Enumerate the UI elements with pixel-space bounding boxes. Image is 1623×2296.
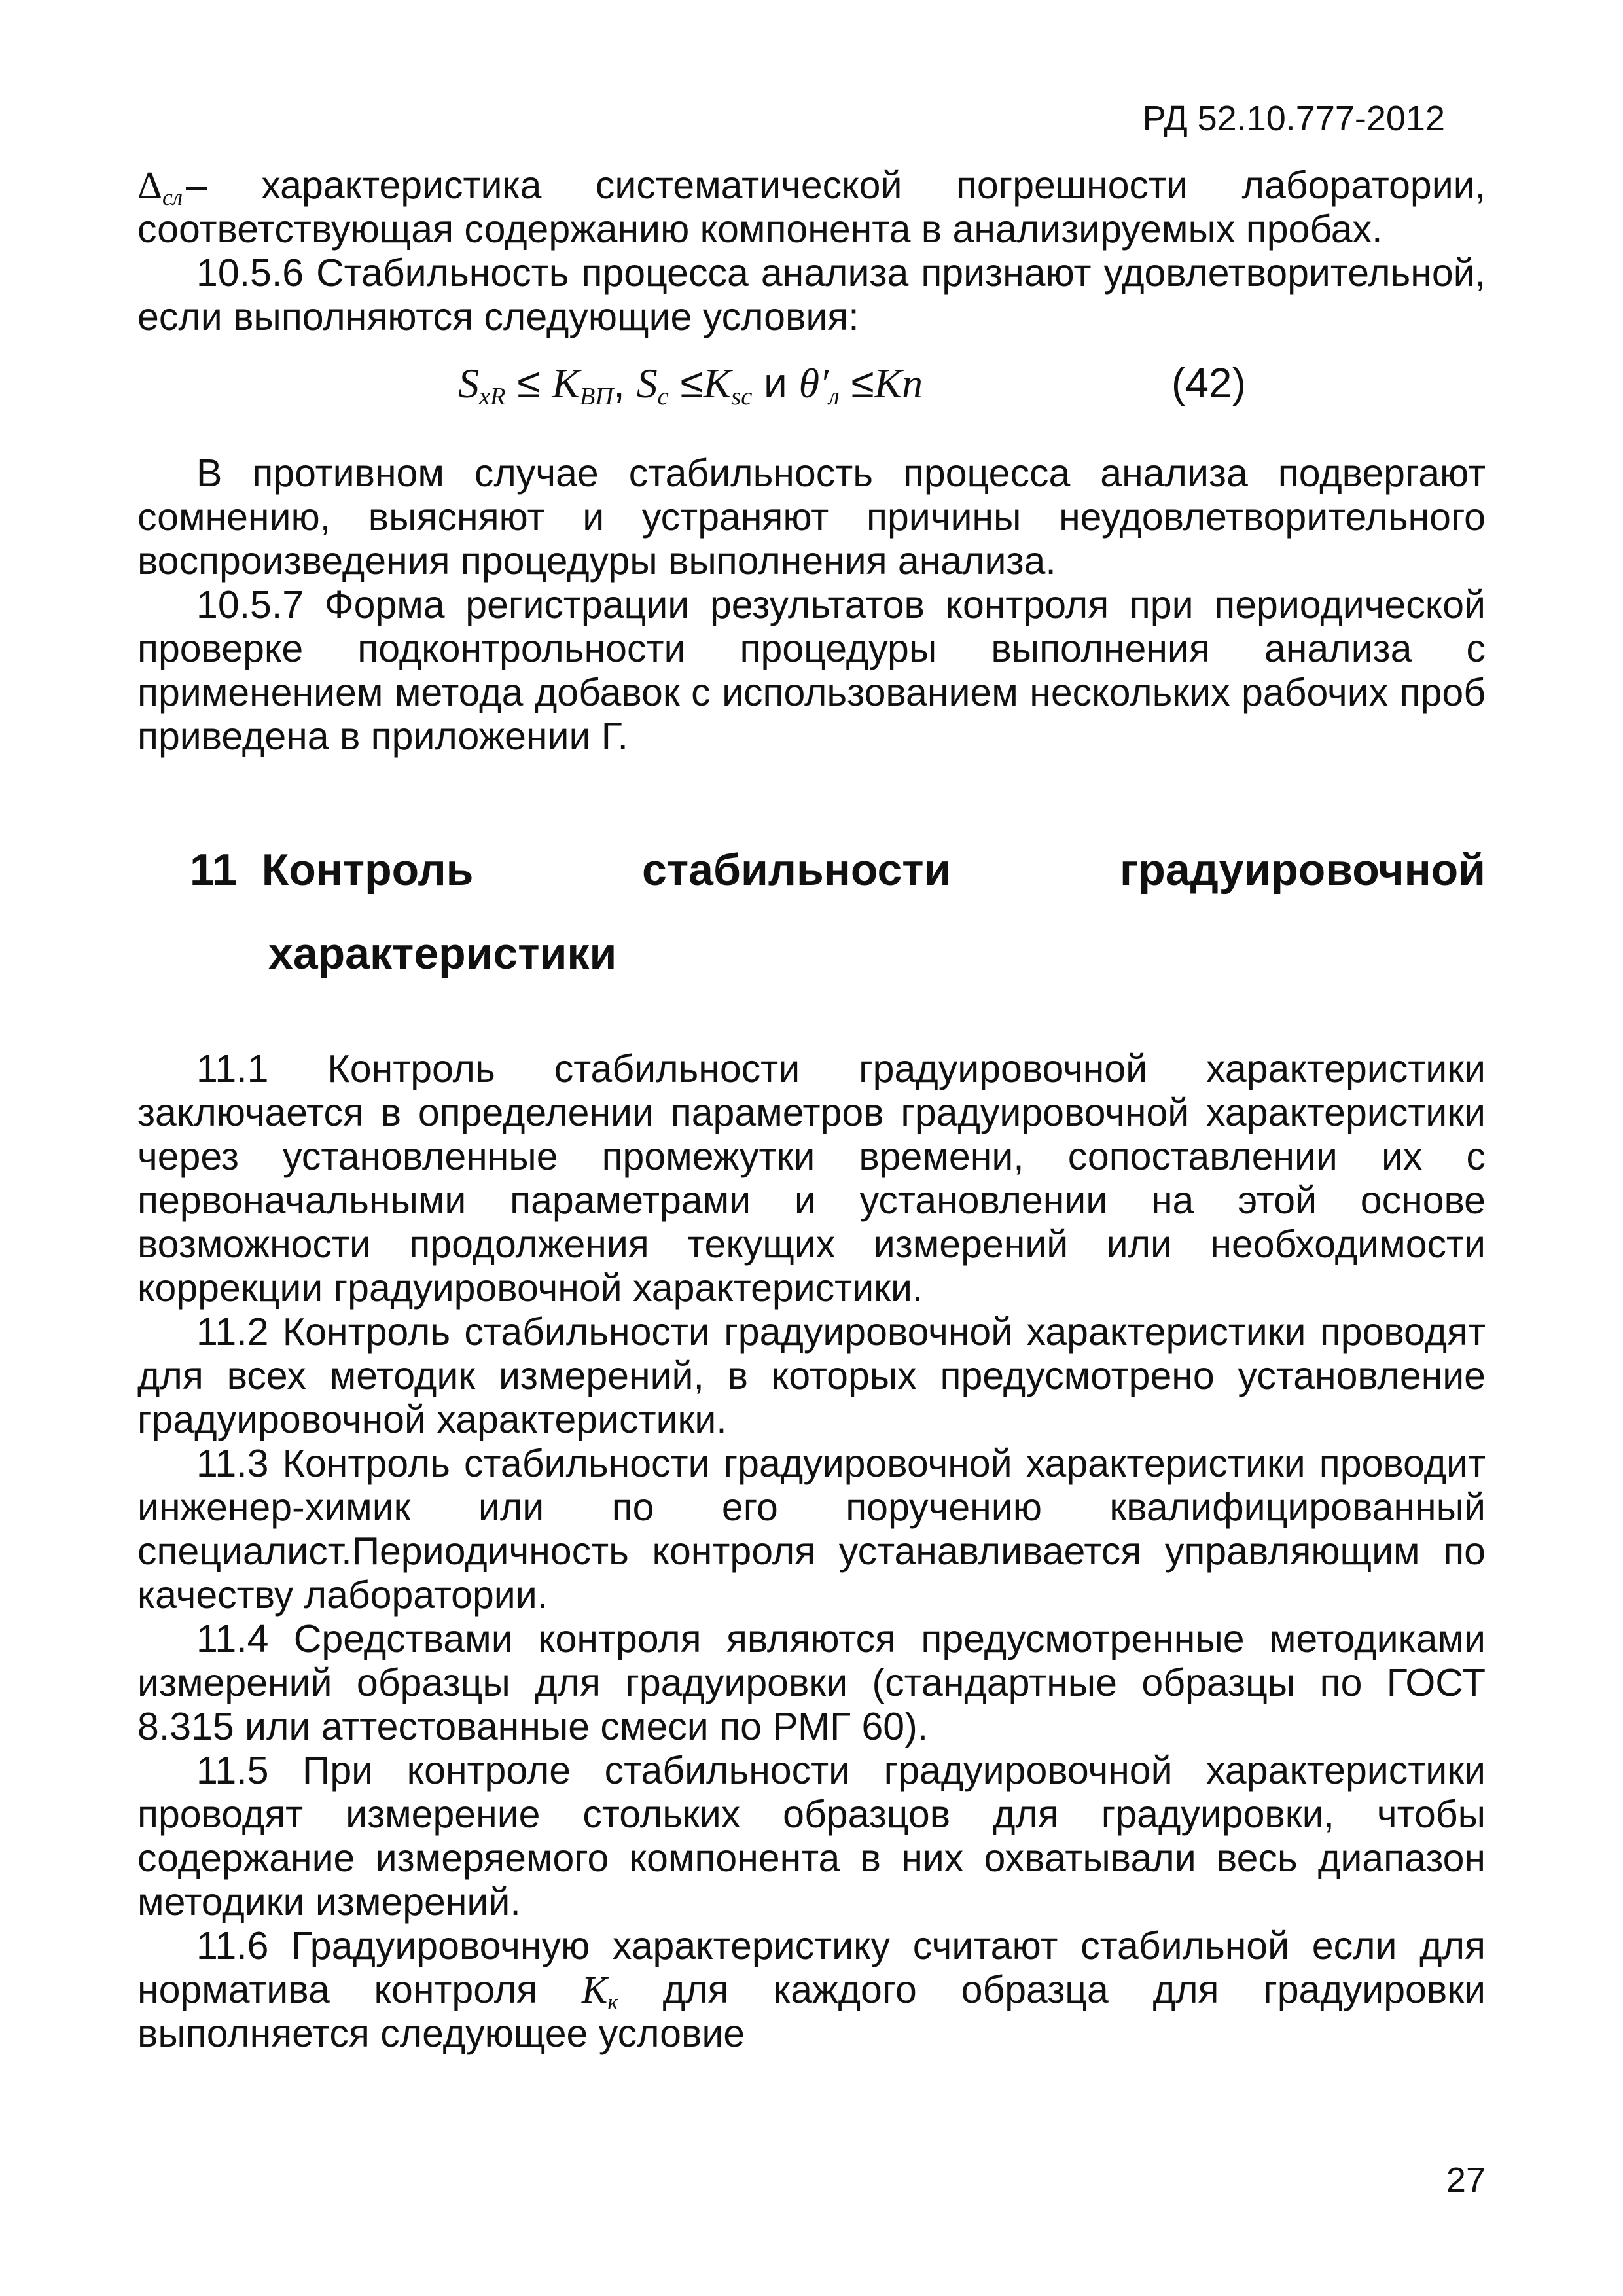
formula-sub: c: [657, 382, 669, 410]
paragraph-10-5-6: 10.5.6 Стабильность процесса анализа признают удовлетворительной, если выполняются следующие условия:: [137, 251, 1486, 338]
delta-symbol: Δ: [137, 164, 162, 207]
delta-subscript: сл: [162, 183, 183, 210]
formula-s-xr: S: [458, 360, 479, 406]
formula-op: ≤: [668, 359, 704, 406]
formula-k-vp: K: [552, 360, 580, 406]
formula-theta: θ′: [798, 360, 829, 406]
paragraph-11-2: 11.2 Контроль стабильности градуировочной характеристики проводят для всех методик измерений, в которых предусмотрено установление градуировочной характеристики.: [137, 1310, 1486, 1441]
delta-definition: [137, 164, 1486, 251]
section-heading-part1: 11 Контроль: [190, 845, 474, 895]
formula-conjunction: и: [752, 359, 799, 406]
section-heading-line1: [190, 844, 1486, 895]
paragraph-11-6-text: 11.6 Градуировочную характеристику считают стабильной если для норматива контроля: [137, 1924, 1486, 2011]
paragraph-11-3: 11.3 Контроль стабильности градуировочной характеристики проводит инженер-химик или по его поручению квалифицированный специалист.Периодичность контроля устанавливается управляющим по качеству лаборатории.: [137, 1442, 1486, 1617]
document-code: РД 52.10.777-2012: [1142, 99, 1445, 138]
paragraph-11-6-text-end: для каждого образца для градуировки выполняется следующее условие: [137, 1968, 1486, 2055]
formula-op: ,: [613, 359, 637, 406]
section-heading-part3: градуировочной: [1119, 845, 1486, 895]
formula-k-sc: K: [703, 360, 732, 406]
text-block-top: [137, 164, 1486, 759]
formula-42: [137, 356, 1486, 415]
section-heading: [190, 844, 1486, 979]
symbol-k-k-sub: к: [607, 1988, 618, 2015]
paragraph-otherwise: В противном случае стабильность процесса анализа подвергают сомнению, выясняют и устраняют причины неудовлетворительного воспроизведения процедуры выполнения анализа.: [137, 452, 1486, 583]
paragraph-11-5: 11.5 При контроле стабильности градуировочной характеристики проводят измерение стольких образцов для градуировки, чтобы содержание измеряемого компонента в них охватывали весь диапазон методики измерений.: [137, 1749, 1486, 1924]
formula-expression: [458, 359, 923, 410]
formula-sub: ВП: [579, 382, 614, 410]
formula-sub: л: [829, 382, 840, 410]
paragraph-11-1: 11.1 Контроль стабильности градуировочной характеристики заключается в определении параметров градуировочной характеристики через установленные промежутки времени, сопоставлении их с первоначальными параметрами и установлении на этой основе возможности продолжения текущих измерений или необходимости коррекции градуировочной характеристики.: [137, 1047, 1486, 1310]
formula-k-p: Кп: [874, 360, 923, 406]
formula-op: ≤: [505, 359, 552, 406]
paragraph-10-5-7: 10.5.7 Форма регистрации результатов контроля при периодической проверке подконтрольности процедуры выполнения анализа с применением метода добавок с использованием нескольких рабочих проб приведена в приложении Г.: [137, 583, 1486, 758]
text-block-section-11: [137, 1047, 1486, 2056]
equation-number: (42): [1171, 359, 1246, 406]
page-number: 27: [1446, 2161, 1486, 2200]
delta-definition-text: – характеристика систематической погрешности лаборатории, соответствующая содержанию компонента в анализируемых пробах.: [137, 164, 1486, 251]
formula-sub: xR: [479, 382, 506, 410]
section-heading-line2: характеристики: [268, 929, 617, 978]
formula-s-c: S: [636, 360, 658, 406]
formula-sub: sc: [731, 382, 753, 410]
section-heading-part2: стабильности: [642, 845, 952, 895]
symbol-k-k: K: [581, 1968, 608, 2011]
formula-op: ≤: [839, 359, 874, 406]
paragraph-11-6: [137, 1924, 1486, 2056]
paragraph-11-4: 11.4 Средствами контроля являются предусмотренные методиками измерений образцы для градуировки (стандартные образцы по ГОСТ 8.315 или аттестованные смеси по РМГ 60).: [137, 1617, 1486, 1748]
